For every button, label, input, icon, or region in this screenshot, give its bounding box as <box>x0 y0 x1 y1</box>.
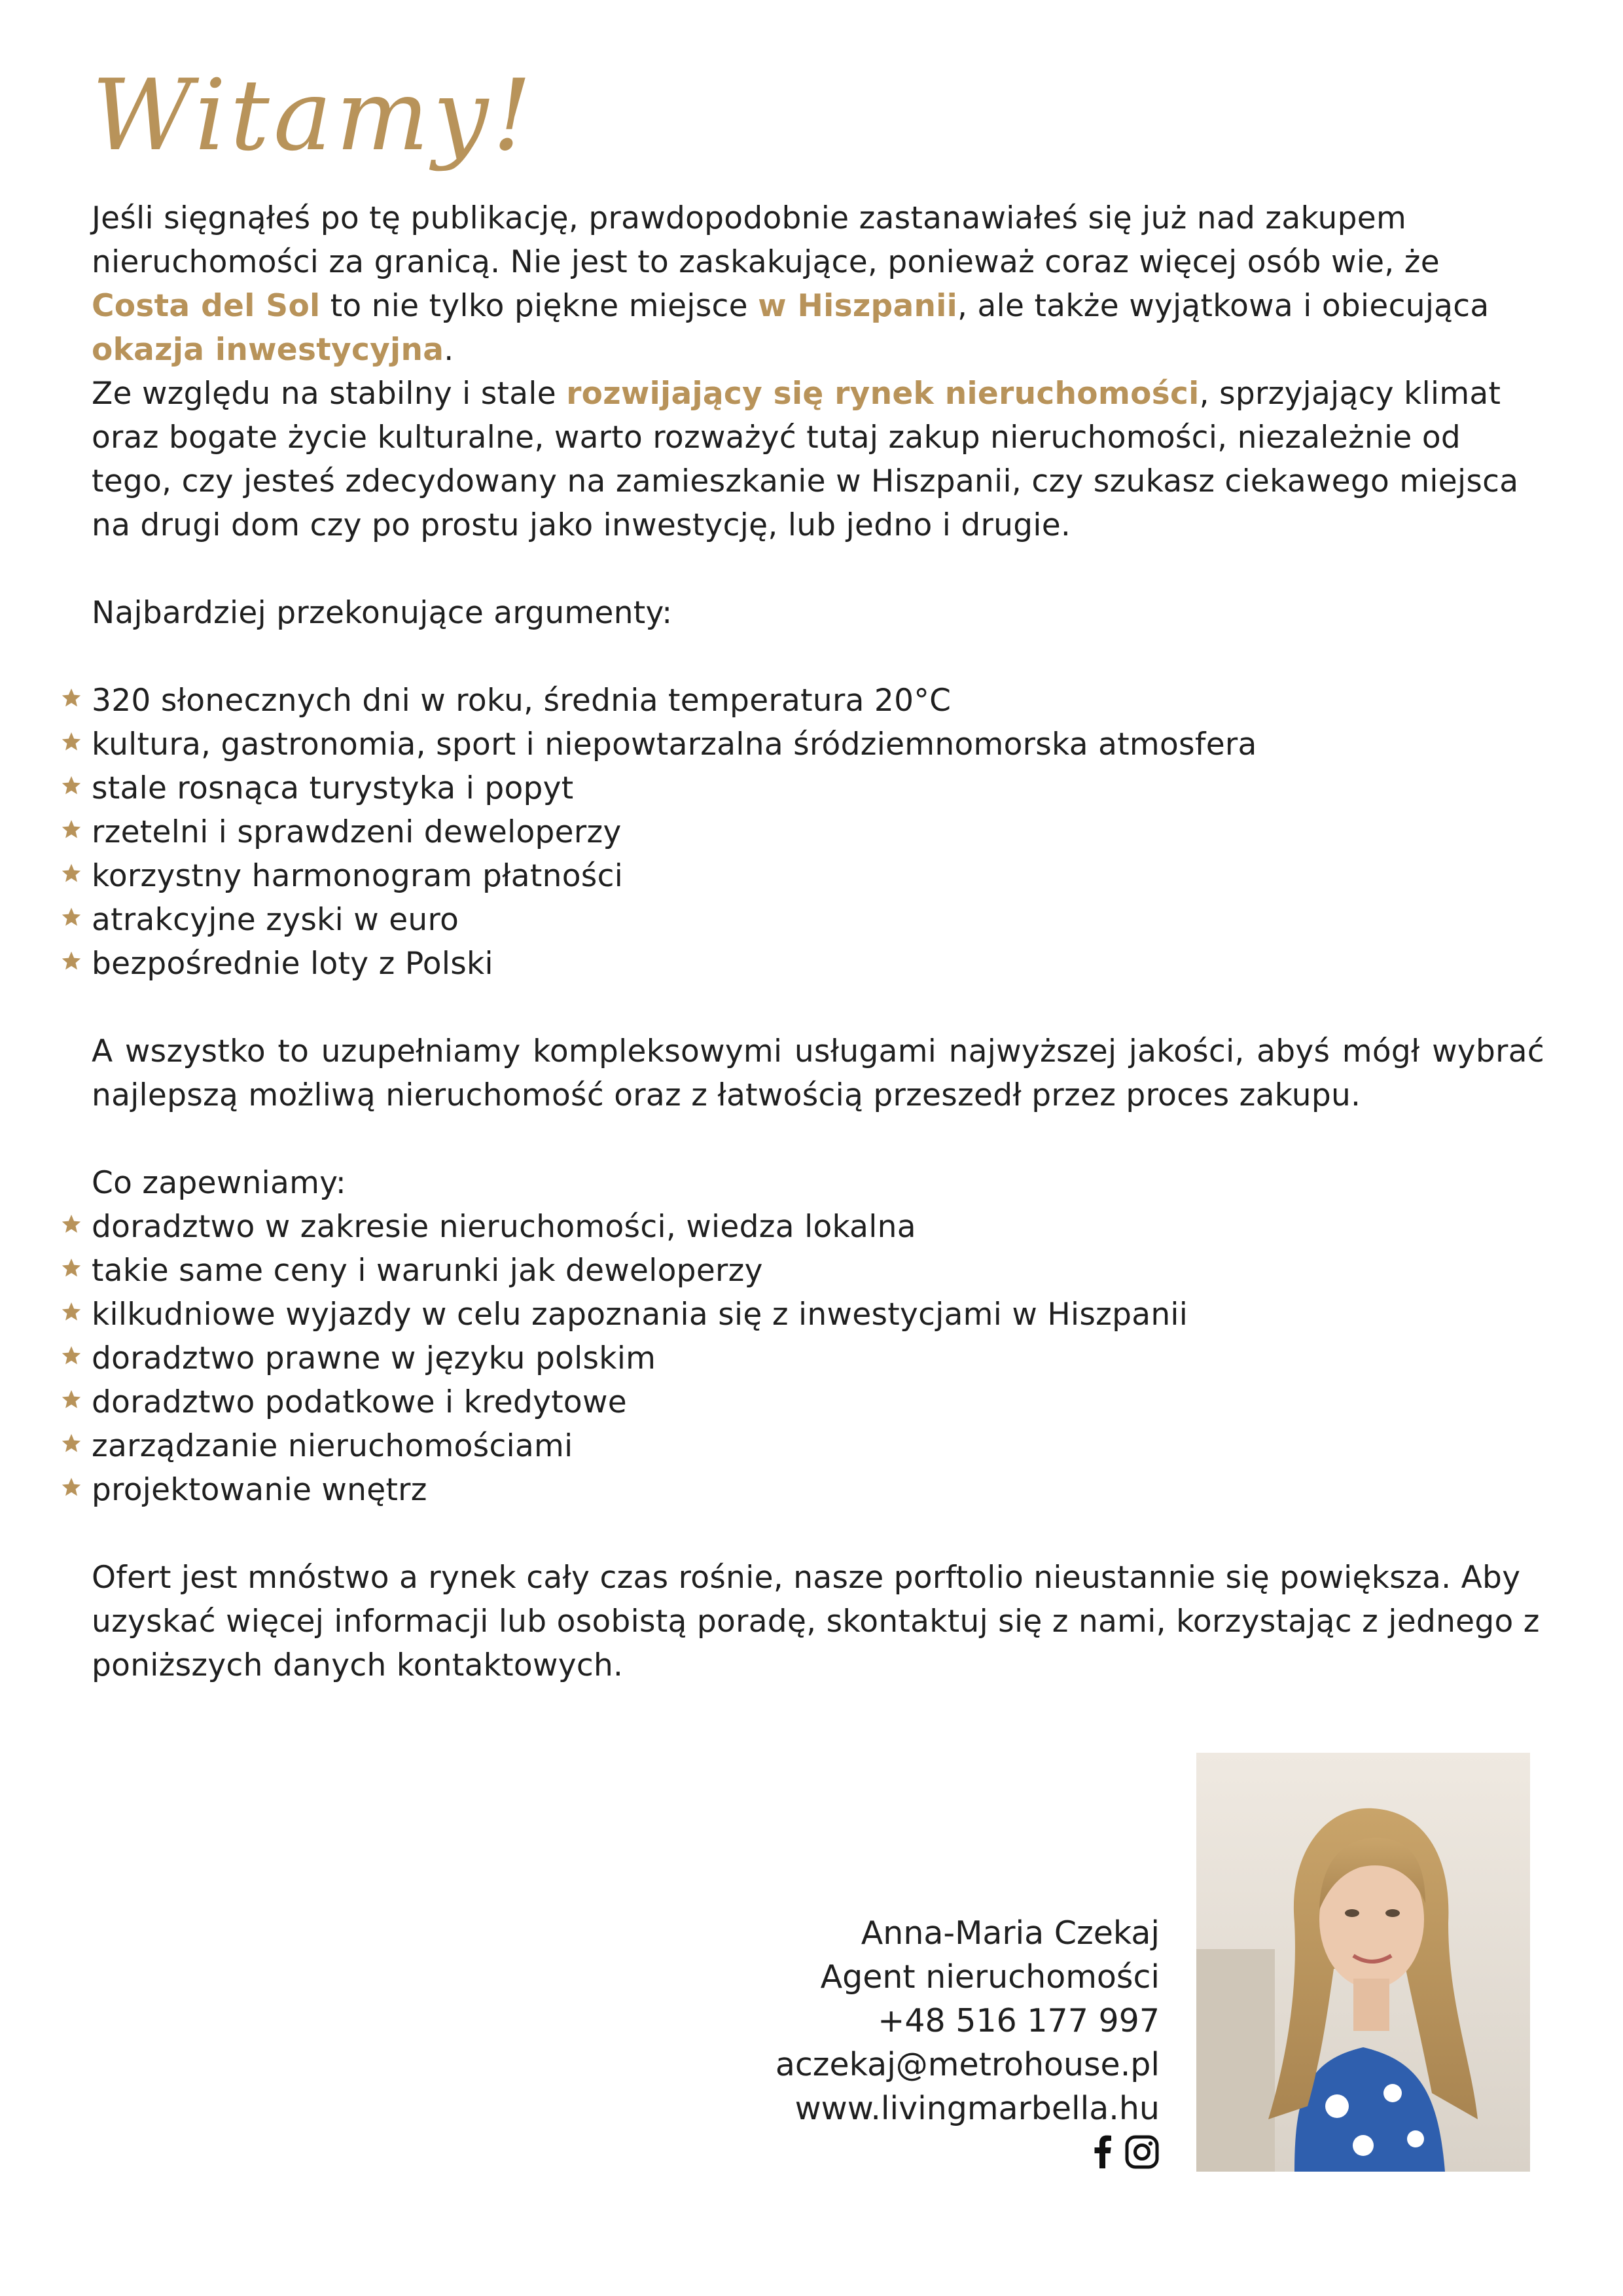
services-list <box>92 1205 1544 1512</box>
star-icon <box>60 1432 82 1454</box>
contact-website[interactable]: www.livingmarbella.hu <box>794 2090 1160 2127</box>
contact-block <box>776 1911 1160 2170</box>
list-item: korzystny harmonogram płatności <box>92 854 1544 898</box>
arguments-list <box>92 679 1544 986</box>
list-item: stale rosnąca turystyka i popyt <box>92 766 1544 810</box>
highlight-spain: w Hiszpanii <box>758 288 958 324</box>
social-links <box>776 2134 1160 2170</box>
list-item: projektowanie wnętrz <box>92 1468 1544 1512</box>
list-item: doradztwo w zakresie nieruchomości, wiedza lokalna <box>92 1205 1544 1249</box>
highlight-investment: okazja inwestycyjna <box>92 332 444 368</box>
services-heading: Co zapewniamy: <box>92 1165 347 1201</box>
list-item: kultura, gastronomia, sport i niepowtarzalna śródziemnomorska atmosfera <box>92 723 1544 766</box>
closing-paragraph: Ofert jest mnóstwo a rynek cały czas rośnie, nasze porftolio nieustannie się powiększa. Aby uzyskać więcej informacji lub osobistą poradę, skontaktuj się z nami, korzystając z jednego z poniższych danych kontaktowych. <box>92 1560 1540 1683</box>
highlight-costa-del-sol: Costa del Sol <box>92 288 321 324</box>
page-title: Witamy! <box>92 59 536 173</box>
star-icon <box>60 818 82 840</box>
agent-photo <box>1196 1753 1530 2172</box>
list-item: zarządzanie nieruchomościami <box>92 1424 1544 1468</box>
list-item: bezpośrednie loty z Polski <box>92 942 1544 986</box>
star-icon <box>60 774 82 797</box>
contact-phone[interactable]: +48 516 177 997 <box>878 2002 1160 2039</box>
star-icon <box>60 1388 82 1410</box>
star-icon <box>60 1300 82 1323</box>
list-item: kilkudniowe wyjazdy w celu zapoznania się z inwestycjami w Hiszpanii <box>92 1293 1544 1336</box>
star-icon <box>60 1257 82 1279</box>
list-item: atrakcyjne zyski w euro <box>92 898 1544 942</box>
intro-paragraph-1: Jeśli sięgnąłeś po tę publikację, prawdopodobnie zastanawiałeś się już nad zakupem nieruchomości za granicą. Nie jest to zaskakujące, ponieważ coraz więcej osób wie, że Costa del Sol to nie tylko piękne miejsce w Hiszpanii, ale także wyjątkowa i obiecująca okazja inwestycyjna. <box>92 200 1489 368</box>
intro-paragraph-2: Ze względu na stabilny i stale rozwijający się rynek nieruchomości, sprzyjający klimat oraz bogate życie kulturalne, warto rozważyć tutaj zakup nieruchomości, niezależnie od tego, czy jesteś zdecydowany na zamieszkanie w Hiszpanii, czy szukasz ciekawego miejsca na drugi dom czy po prostu jako inwestycję, lub jedno i drugie. <box>92 376 1519 543</box>
highlight-market: rozwijający się rynek nieruchomości <box>566 376 1200 412</box>
services-intro: A wszystko to uzupełniamy kompleksowymi usługami najwyższej jakości, abyś mógł wybrać najlepszą możliwą nieruchomość oraz z łatwością przeszedł przez proces zakupu. <box>92 1033 1544 1113</box>
star-icon <box>60 950 82 972</box>
list-item: doradztwo prawne w języku polskim <box>92 1336 1544 1380</box>
instagram-icon[interactable] <box>1124 2134 1160 2170</box>
contact-role: Agent nieruchomości <box>820 1958 1160 1996</box>
star-icon <box>60 1213 82 1235</box>
list-item: doradztwo podatkowe i kredytowe <box>92 1380 1544 1424</box>
star-icon <box>60 1476 82 1498</box>
contact-name: Anna-Maria Czekaj <box>861 1914 1160 1952</box>
arguments-heading: Najbardziej przekonujące argumenty: <box>92 595 673 631</box>
list-item: takie same ceny i warunki jak deweloperzy <box>92 1249 1544 1293</box>
facebook-icon[interactable] <box>1093 2134 1113 2168</box>
star-icon <box>60 906 82 928</box>
portrait-illustration <box>1196 1753 1530 2172</box>
list-item: 320 słonecznych dni w roku, średnia temperatura 20°C <box>92 679 1544 723</box>
star-icon <box>60 687 82 709</box>
star-icon <box>60 862 82 884</box>
contact-email[interactable]: aczekaj@metrohouse.pl <box>775 2046 1160 2083</box>
star-icon <box>60 1344 82 1367</box>
main-content <box>92 196 1544 1687</box>
list-item: rzetelni i sprawdzeni deweloperzy <box>92 810 1544 854</box>
star-icon <box>60 730 82 753</box>
